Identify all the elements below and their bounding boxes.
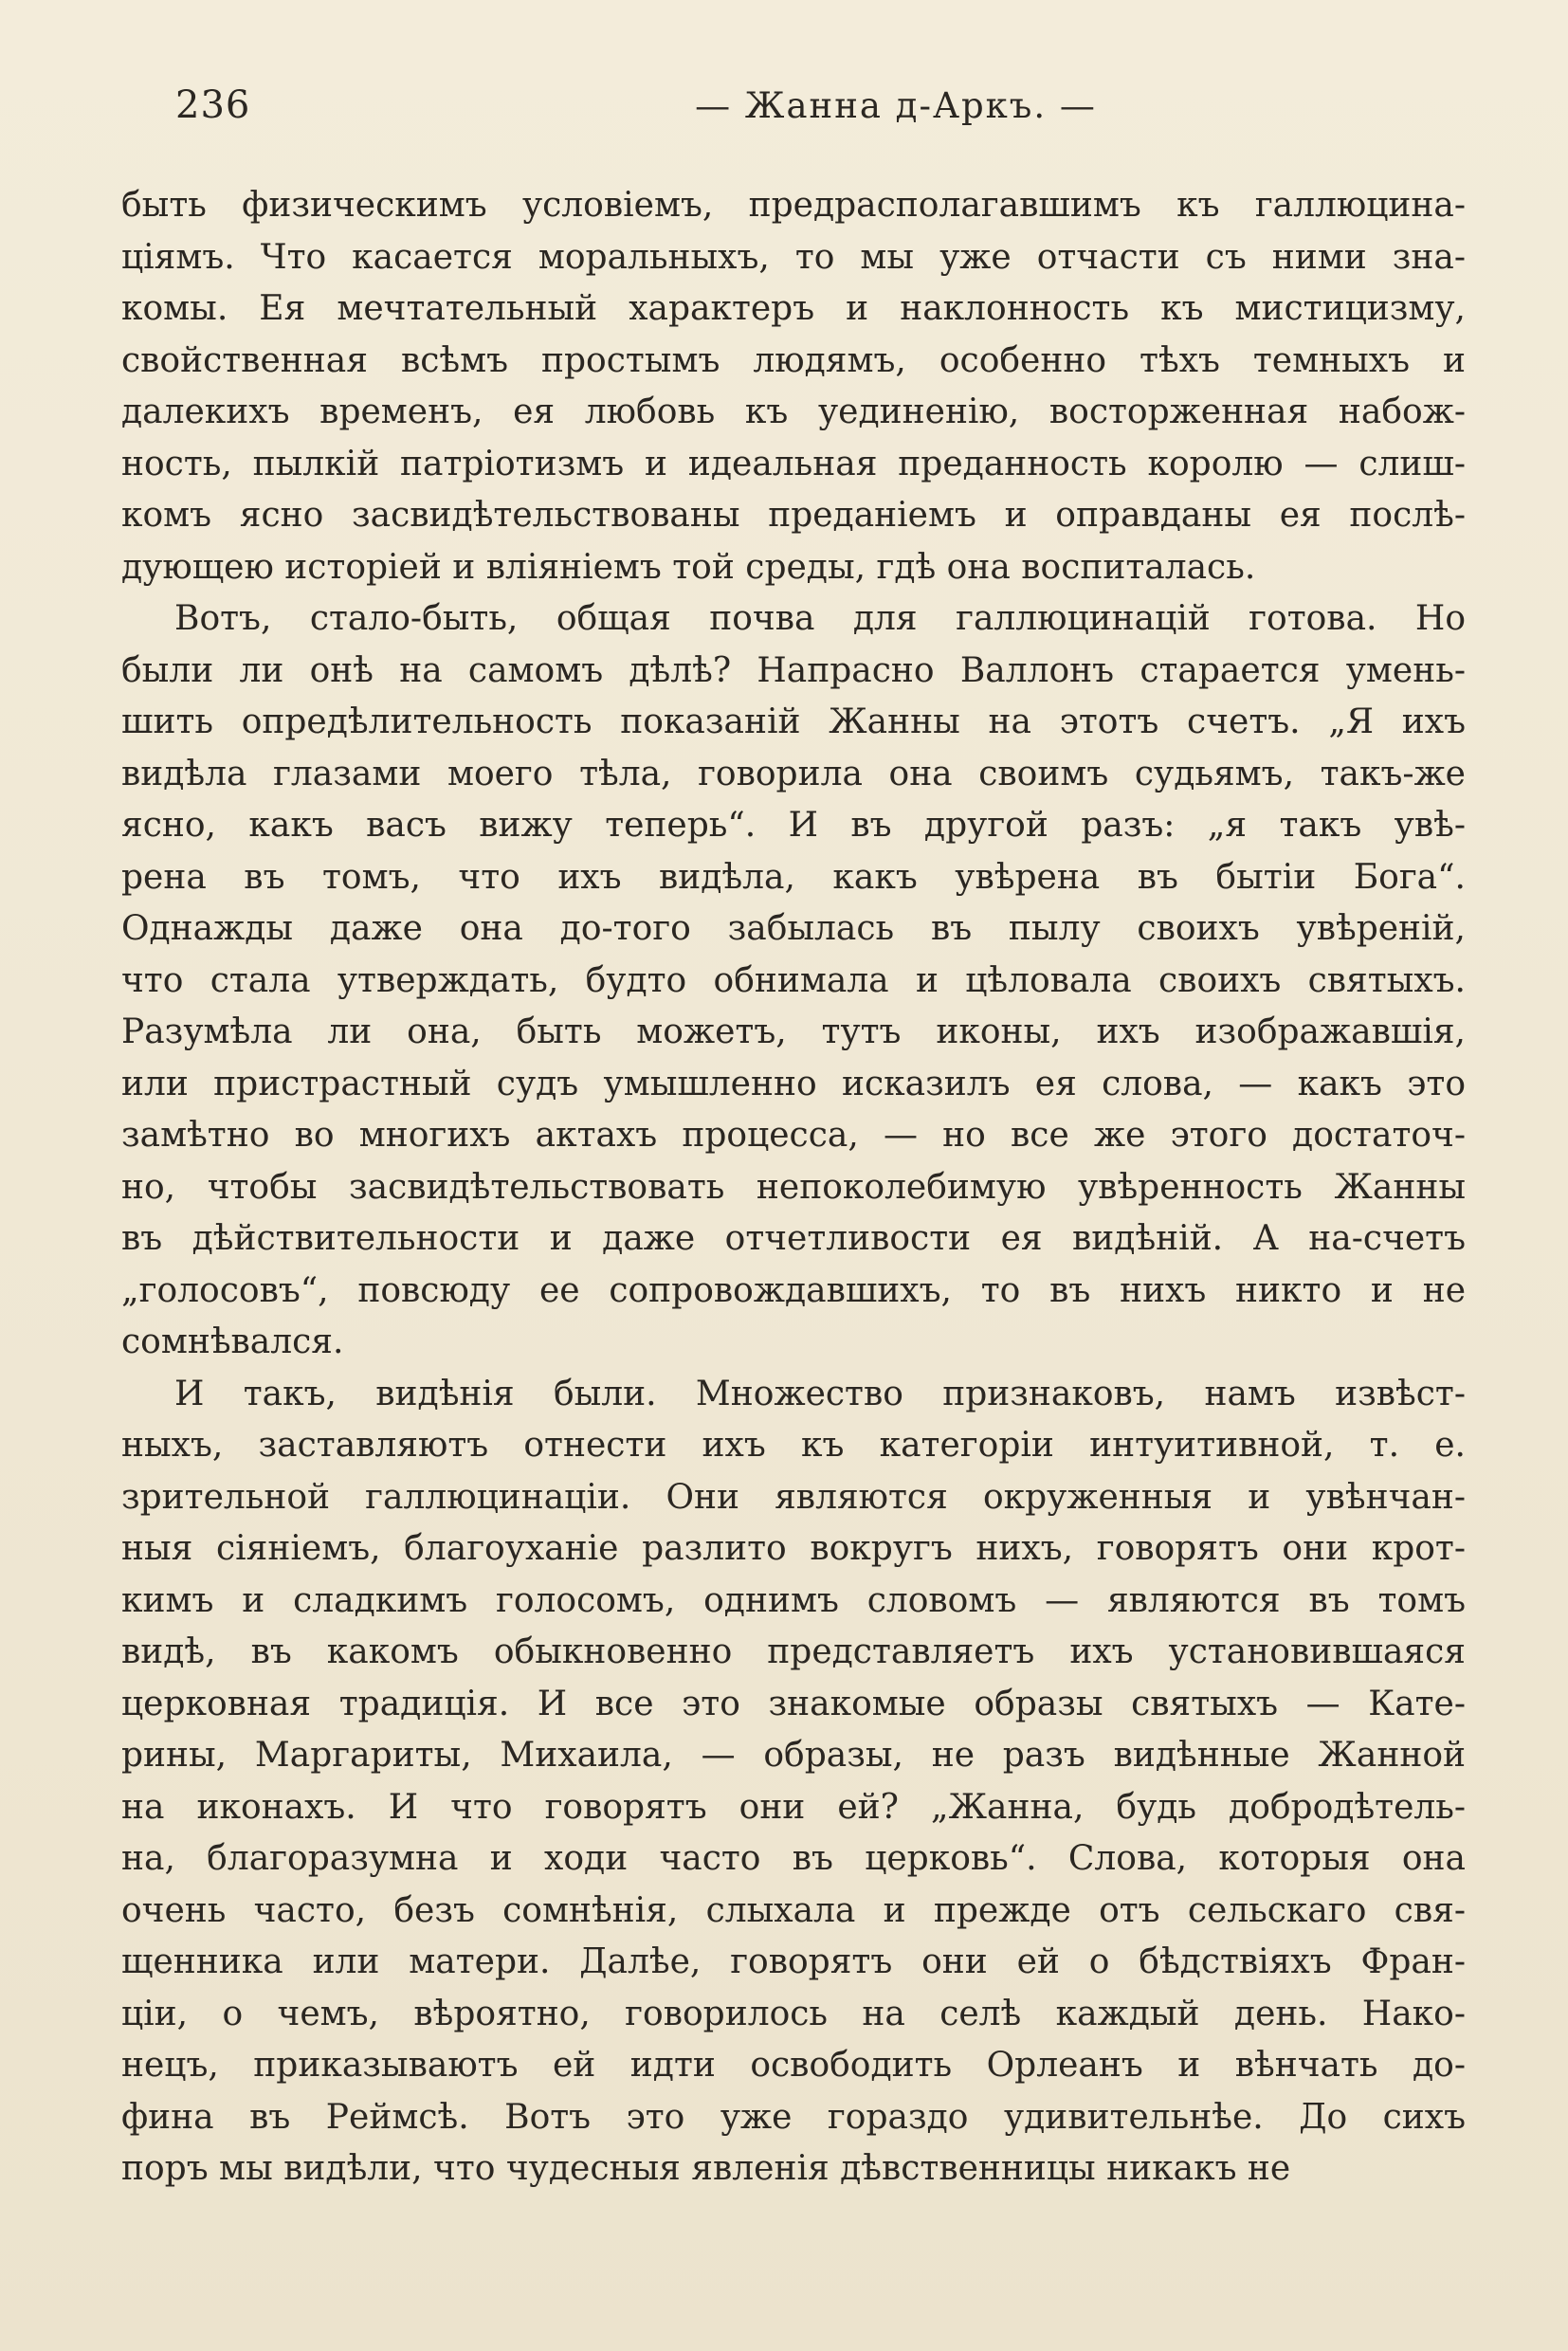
text-line: очень часто, безъ сомнѣнія, слыхала и прежде отъ сельскаго свя-	[121, 1890, 1466, 1930]
text-line: кимъ и сладкимъ голосомъ, однимъ словомъ — являются въ томъ	[121, 1580, 1466, 1620]
text-line: были ли онѣ на самомъ дѣлѣ? Напрасно Валлонъ старается умень-	[121, 650, 1466, 690]
text-line: Разумѣла ли она, быть можетъ, тутъ иконы, ихъ изображавшія,	[121, 1012, 1466, 1051]
text-line: свойственная всѣмъ простымъ людямъ, особенно тѣхъ темныхъ и	[121, 340, 1466, 380]
text-line: комъ ясно засвидѣтельствованы преданіемъ и оправданы ея послѣ-	[121, 496, 1466, 535]
text-line: видѣла глазами моего тѣла, говорила она своимъ судьямъ, такъ-же	[121, 754, 1466, 793]
body-text	[121, 180, 1466, 2196]
text-line: но, чтобы засвидѣтельствовать непоколебимую увѣренность Жанны	[121, 1167, 1466, 1207]
text-line: церковная традиція. И все это знакомые образы святыхъ — Кате-	[121, 1684, 1466, 1723]
page-number: 236	[175, 83, 251, 127]
page-header	[175, 83, 1465, 140]
text-line: „голосовъ“, повсюду ее сопровождавшихъ, то въ нихъ никто и не	[121, 1270, 1466, 1310]
text-line: ность, пылкій патріотизмъ и идеальная преданность королю — слиш-	[121, 444, 1466, 483]
text-line: ныхъ, заставляютъ отнести ихъ къ категоріи интуитивной, т. е.	[121, 1426, 1466, 1465]
text-line: въ дѣйствительности и даже отчетливости ея видѣній. А на-счетъ	[121, 1219, 1466, 1258]
text-line: замѣтно во многихъ актахъ процесса, — но все же этого достаточ-	[121, 1116, 1466, 1155]
text-line: сомнѣвался.	[121, 1322, 344, 1361]
text-line: на, благоразумна и ходи часто въ церковь“. Слова, которыя она	[121, 1839, 1466, 1878]
text-line: фина въ Реймсѣ. Вотъ это уже гораздо удивительнѣе. До сихъ	[121, 2097, 1466, 2137]
text-line: И такъ, видѣнія были. Множество признаковъ, намъ извѣст-	[174, 1374, 1466, 1413]
text-line: ціямъ. Что касается моральныхъ, то мы уже отчасти съ ними зна-	[121, 237, 1466, 277]
running-title: — Жанна д-Аркъ. —	[695, 85, 1097, 126]
text-line: видѣ, въ какомъ обыкновенно представляетъ ихъ установившаяся	[121, 1632, 1466, 1671]
text-line: шить опредѣлительность показаній Жанны на этотъ счетъ. „Я ихъ	[121, 702, 1466, 741]
text-line: комы. Ея мечтательный характеръ и наклонность къ мистицизму,	[121, 289, 1466, 328]
text-line: рена въ томъ, что ихъ видѣла, какъ увѣрена въ бытіи Бога“.	[121, 857, 1466, 897]
text-line: дующею исторіей и вліяніемъ той среды, гдѣ она воспиталась.	[121, 547, 1256, 587]
text-line: что стала утверждать, будто обнимала и цѣловала своихъ святыхъ.	[121, 960, 1466, 1000]
text-line: нецъ, приказываютъ ей идти освободить Орлеанъ и вѣнчать до-	[121, 2046, 1466, 2085]
text-line: Вотъ, стало-быть, общая почва для галлюцинацій готова. Но	[174, 599, 1466, 638]
text-line: рины, Маргариты, Михаила, — образы, не разъ видѣнные Жанной	[121, 1736, 1466, 1775]
text-line: ныя сіяніемъ, благоуханіе разлито вокругъ нихъ, говорятъ они крот-	[121, 1529, 1466, 1568]
text-line: далекихъ временъ, ея любовь къ уединенію, восторженная набож-	[121, 392, 1466, 431]
text-line: зрительной галлюцинаціи. Они являются окруженныя и увѣнчан-	[121, 1477, 1466, 1517]
text-line: Однажды даже она до-того забылась въ пылу своихъ увѣреній,	[121, 909, 1466, 948]
text-line: ясно, какъ васъ вижу теперь“. И въ другой разъ: „я такъ увѣ-	[121, 806, 1466, 845]
text-line: поръ мы видѣли, что чудесныя явленія дѣвственницы никакъ не	[121, 2149, 1291, 2188]
text-line: щенника или матери. Далѣе, говорятъ они ей о бѣдствіяхъ Фран-	[121, 1942, 1466, 1981]
text-line: на иконахъ. И что говорятъ они ей? „Жанна, будь добродѣтель-	[121, 1787, 1466, 1827]
text-line: или пристрастный судъ умышленно исказилъ ея слова, — какъ это	[121, 1064, 1466, 1103]
text-line: ціи, о чемъ, вѣроятно, говорилось на селѣ каждый день. Нако-	[121, 1994, 1466, 2033]
text-line: быть физическимъ условіемъ, предрасполагавшимъ къ галлюцина-	[121, 186, 1466, 225]
